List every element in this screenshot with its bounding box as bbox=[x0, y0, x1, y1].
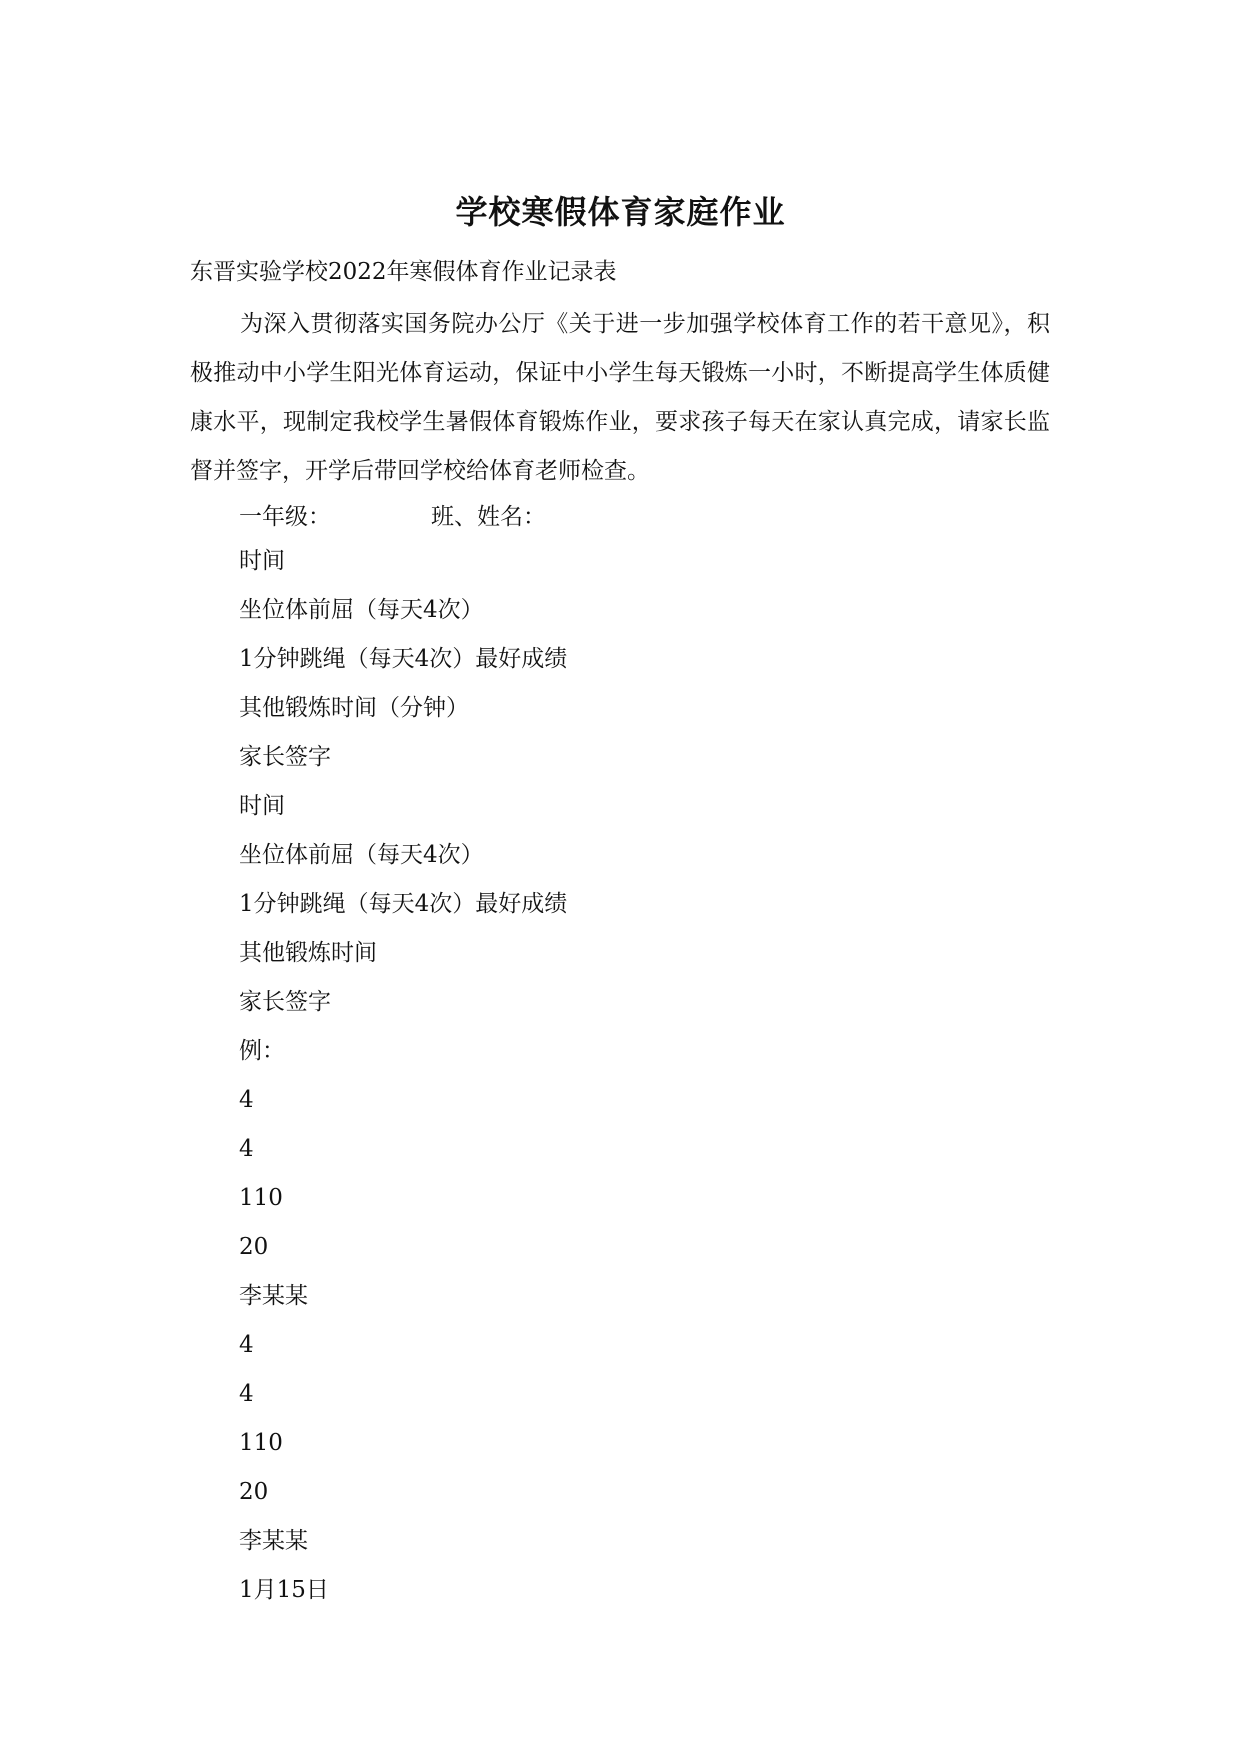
record-line: 4 bbox=[239, 1087, 254, 1113]
record-line: 4 bbox=[239, 1136, 254, 1162]
record-lines-list bbox=[239, 545, 567, 1623]
record-line: 坐位体前屈（每天4次） bbox=[239, 842, 484, 868]
record-line: 其他锻炼时间（分钟） bbox=[239, 695, 469, 721]
document-title: 学校寒假体育家庭作业 bbox=[455, 193, 786, 231]
grade-label: 一年级： bbox=[239, 504, 331, 530]
intro-paragraph: 为深入贯彻落实国务院办公厅《关于进一步加强学校体育工作的若干意见》，积极推动中小学生阳光体育运动，保证中小学生每天锻炼一小时，不断提高学生体质健康水平，现制定我校学生暑假体育锻炼作业，要求孩子每天在家认真完成，请家长监督并签字，开学后带回学校给体育老师检查。 bbox=[190, 311, 1050, 484]
record-line: 时间 bbox=[239, 548, 285, 574]
record-line: 其他锻炼时间 bbox=[239, 940, 377, 966]
class-name-label: 班、姓名： bbox=[431, 504, 546, 530]
record-line: 1月15日 bbox=[239, 1577, 329, 1603]
record-line: 1分钟跳绳（每天4次）最好成绩 bbox=[239, 646, 568, 672]
record-line: 坐位体前屈（每天4次） bbox=[239, 597, 484, 623]
record-line: 1分钟跳绳（每天4次）最好成绩 bbox=[239, 891, 568, 917]
document-subtitle: 东晋实验学校2022年寒假体育作业记录表 bbox=[190, 259, 617, 285]
record-line: 110 bbox=[239, 1185, 283, 1211]
record-line: 家长签字 bbox=[239, 989, 331, 1015]
record-line: 20 bbox=[239, 1479, 269, 1505]
record-line: 4 bbox=[239, 1381, 254, 1407]
record-line: 20 bbox=[239, 1234, 269, 1260]
record-line: 家长签字 bbox=[239, 744, 331, 770]
record-line: 4 bbox=[239, 1332, 254, 1358]
record-line: 李某某 bbox=[239, 1283, 308, 1309]
grade-class-name-line bbox=[239, 501, 546, 533]
record-line: 李某某 bbox=[239, 1528, 308, 1554]
record-line: 时间 bbox=[239, 793, 285, 819]
record-line: 110 bbox=[239, 1430, 283, 1456]
record-line: 例： bbox=[239, 1038, 285, 1064]
